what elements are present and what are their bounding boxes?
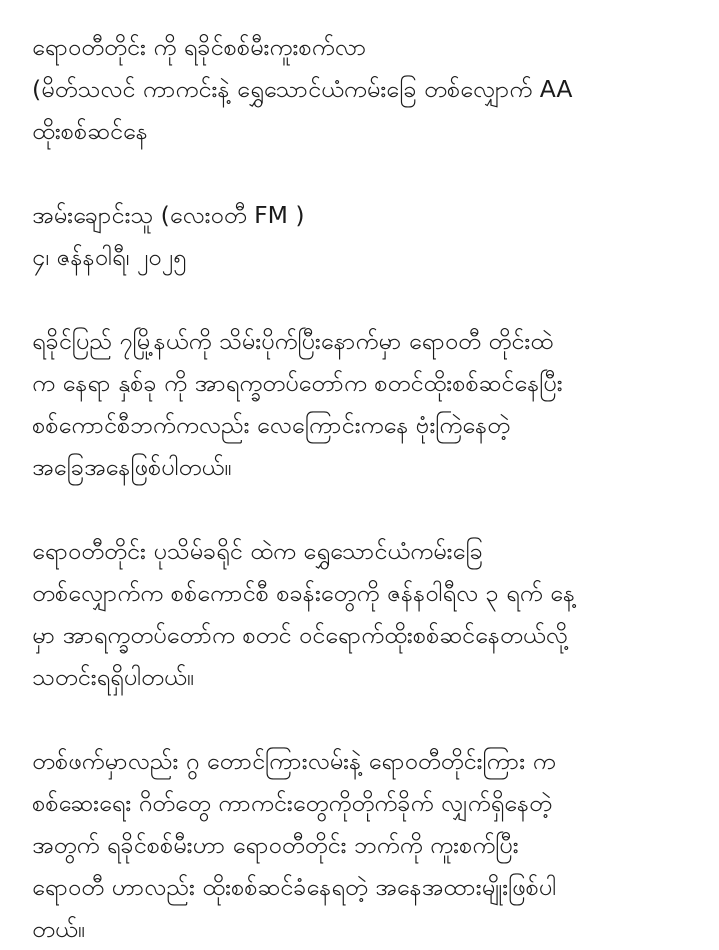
paragraph-line: စစ်ကောင်စီဘက်ကလည်း လေကြောင်းကနေ ဗုံးကြဲနေတဲ့	[32, 411, 511, 439]
article-paragraph	[32, 530, 687, 698]
article-headline	[32, 26, 687, 152]
paragraph-line: ရခိုင်ပြည် ၇မြို့နယ်ကို သိမ်းပိုက်ပြီးနောက်မှာ ရောဝတီ တိုင်းထဲ	[32, 327, 553, 355]
paragraph-line: သတင်းရရှိပါတယ်။	[32, 663, 194, 691]
paragraph-line: တစ်ဖက်မှာလည်း ဂွ တောင်ကြားလမ်းနဲ့ ရောဝတီတိုင်းကြား က	[32, 747, 556, 775]
paragraph-line: ရောဝတီ ဟာလည်း ထိုးစစ်ဆင်ခံနေရတဲ့ အနေအထားမျိုးဖြစ်ပါ	[32, 873, 557, 901]
article-paragraph	[32, 740, 687, 950]
paragraph-line: က နေရာ နှစ်ခု ကို အာရက္ခတပ်တော်က စတင်ထိုးစစ်ဆင်နေပြီး	[32, 369, 563, 397]
headline-line: ထိုးစစ်ဆင်နေ	[32, 117, 148, 145]
paragraph-gap	[32, 152, 687, 194]
paragraph-gap	[32, 488, 687, 530]
byline-date: ၄၊ ဇန်နဝါရီ၊ ၂၀၂၅	[32, 243, 187, 271]
byline-author: အမ်းချောင်းသူ (လေးဝတီ FM )	[32, 201, 305, 229]
paragraph-gap	[32, 278, 687, 320]
paragraph-gap	[32, 698, 687, 740]
headline-line: (မိတ်သလင် ကာကင်းနဲ့ ရွှေသောင်ယံကမ်းခြေ တစ်လျှောက် AA	[32, 75, 573, 103]
paragraph-line: မှာ အာရက္ခတပ်တော်က စတင် ဝင်ရောက်ထိုးစစ်ဆင်နေတယ်လို့	[32, 621, 568, 649]
article-byline	[32, 194, 687, 278]
paragraph-line: အတွက် ရခိုင်စစ်မီးဟာ ရောဝတီတိုင်း ဘက်ကို ကူးစက်ပြီး	[32, 831, 519, 859]
headline-line: ရောဝတီတိုင်း ကို ရခိုင်စစ်မီးကူးစက်လာ	[32, 33, 367, 61]
paragraph-line: တစ်လျှောက်က စစ်ကောင်စီ စခန်းတွေကို ဇန်နဝါရီလ ၃ ရက် နေ့	[32, 579, 576, 607]
paragraph-line: ရောဝတီတိုင်း ပုသိမ်ခရိုင် ထဲက ရွှေသောင်ယံကမ်းခြေ	[32, 537, 483, 565]
paragraph-line: စစ်ဆေးရေး ဂိတ်တွေ ကာကင်းတွေကိုတိုက်ခိုက် လျှက်ရှိနေတဲ့	[32, 789, 552, 817]
paragraph-line: အခြေအနေဖြစ်ပါတယ်။	[32, 453, 232, 481]
article-paragraph	[32, 320, 687, 488]
paragraph-line: တယ်။	[32, 915, 85, 943]
